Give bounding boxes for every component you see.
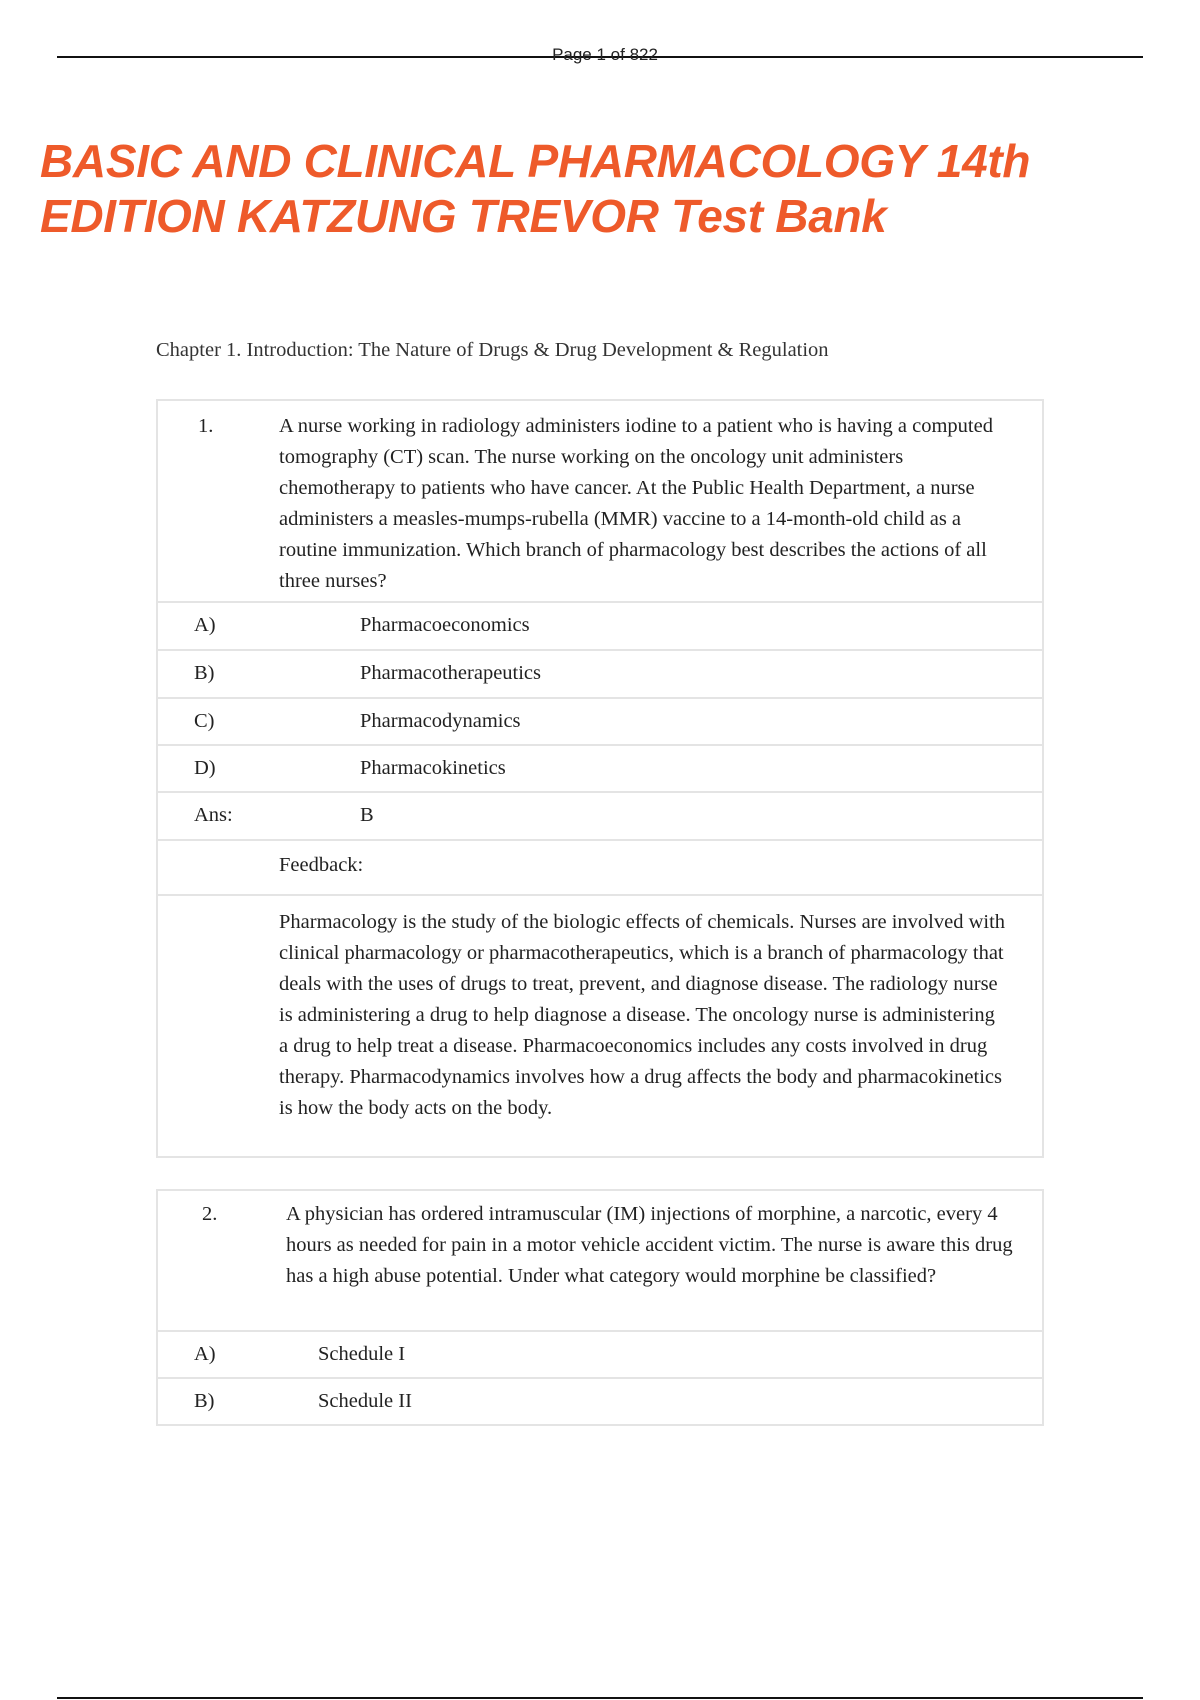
title-line-1: BASIC AND CLINICAL PHARMACOLOGY 14th (40, 135, 1031, 187)
document-title (40, 134, 1160, 244)
answer-row (158, 793, 1042, 841)
option-text: Schedule I (318, 1343, 406, 1365)
question-number: 2. (202, 1203, 218, 1225)
feedback-body-row (158, 896, 1042, 1158)
question-stem: A nurse working in radiology administers iodine to a patient who is having a computed tomography (CT) scan. The nurse working on the oncology unit administers chemotherapy to patients who have cancer. At the Public Health Department, a nurse administers a measles-mumps-rubella (MMR) vaccine to a 14-month-old child as a routine immunization. Which branch of pharmacology best describes the actions of all three nurses? (279, 415, 993, 592)
feedback-text: Pharmacology is the study of the biologic effects of chemicals. Nurses are involved with clinical pharmacology or pharmacotherapeutics, which is a branch of pharmacology that deals with the uses of drugs to treat, prevent, and diagnose disease. The radiology nurse is administering a drug to help diagnose a disease. The oncology nurse is administering a drug to help treat a disease. Pharmacoeconomics includes any costs involved in drug therapy. Pharmacodynamics involves how a drug affects the body and pharmacokinetics is how the body acts on the body. (279, 911, 1006, 1119)
question-stem: A physician has ordered intramuscular (IM) injections of morphine, a narcotic, every 4 hours as needed for pain in a motor vehicle accident victim. The nurse is aware this drug has a high abuse potential. Under what category would morphine be classified? (286, 1203, 1013, 1287)
feedback-label-row (158, 841, 1042, 896)
answer-label: Ans: (194, 804, 233, 826)
option-row-b (158, 1379, 1042, 1424)
option-text: Pharmacokinetics (360, 757, 506, 779)
question-stem-row (158, 401, 1042, 603)
option-letter: A) (194, 614, 216, 636)
option-letter: B) (194, 1390, 215, 1412)
option-text: Pharmacodynamics (360, 710, 521, 732)
footer-rule (57, 1697, 1143, 1699)
option-row-b (158, 651, 1042, 699)
option-letter: A) (194, 1343, 216, 1365)
option-text: Schedule II (318, 1390, 412, 1412)
option-text: Pharmacoeconomics (360, 614, 530, 636)
option-letter: B) (194, 662, 215, 684)
question-1-table (156, 399, 1044, 1158)
question-number: 1. (198, 415, 214, 437)
option-letter: C) (194, 710, 215, 732)
page-number-label: Page 1 of 822 (552, 45, 658, 64)
question-2-table (156, 1189, 1044, 1426)
option-text: Pharmacotherapeutics (360, 662, 542, 684)
feedback-label: Feedback: (279, 854, 364, 876)
chapter-heading: Chapter 1. Introduction: The Nature of Drugs & Drug Development & Regulation (156, 339, 829, 361)
answer-value: B (360, 804, 374, 826)
title-line-2: EDITION KATZUNG TREVOR Test Bank (40, 190, 887, 242)
option-letter: D) (194, 757, 216, 779)
option-row-d (158, 746, 1042, 793)
option-row-a (158, 603, 1042, 651)
option-row-a (158, 1332, 1042, 1379)
option-row-c (158, 699, 1042, 746)
question-stem-row (158, 1191, 1042, 1332)
